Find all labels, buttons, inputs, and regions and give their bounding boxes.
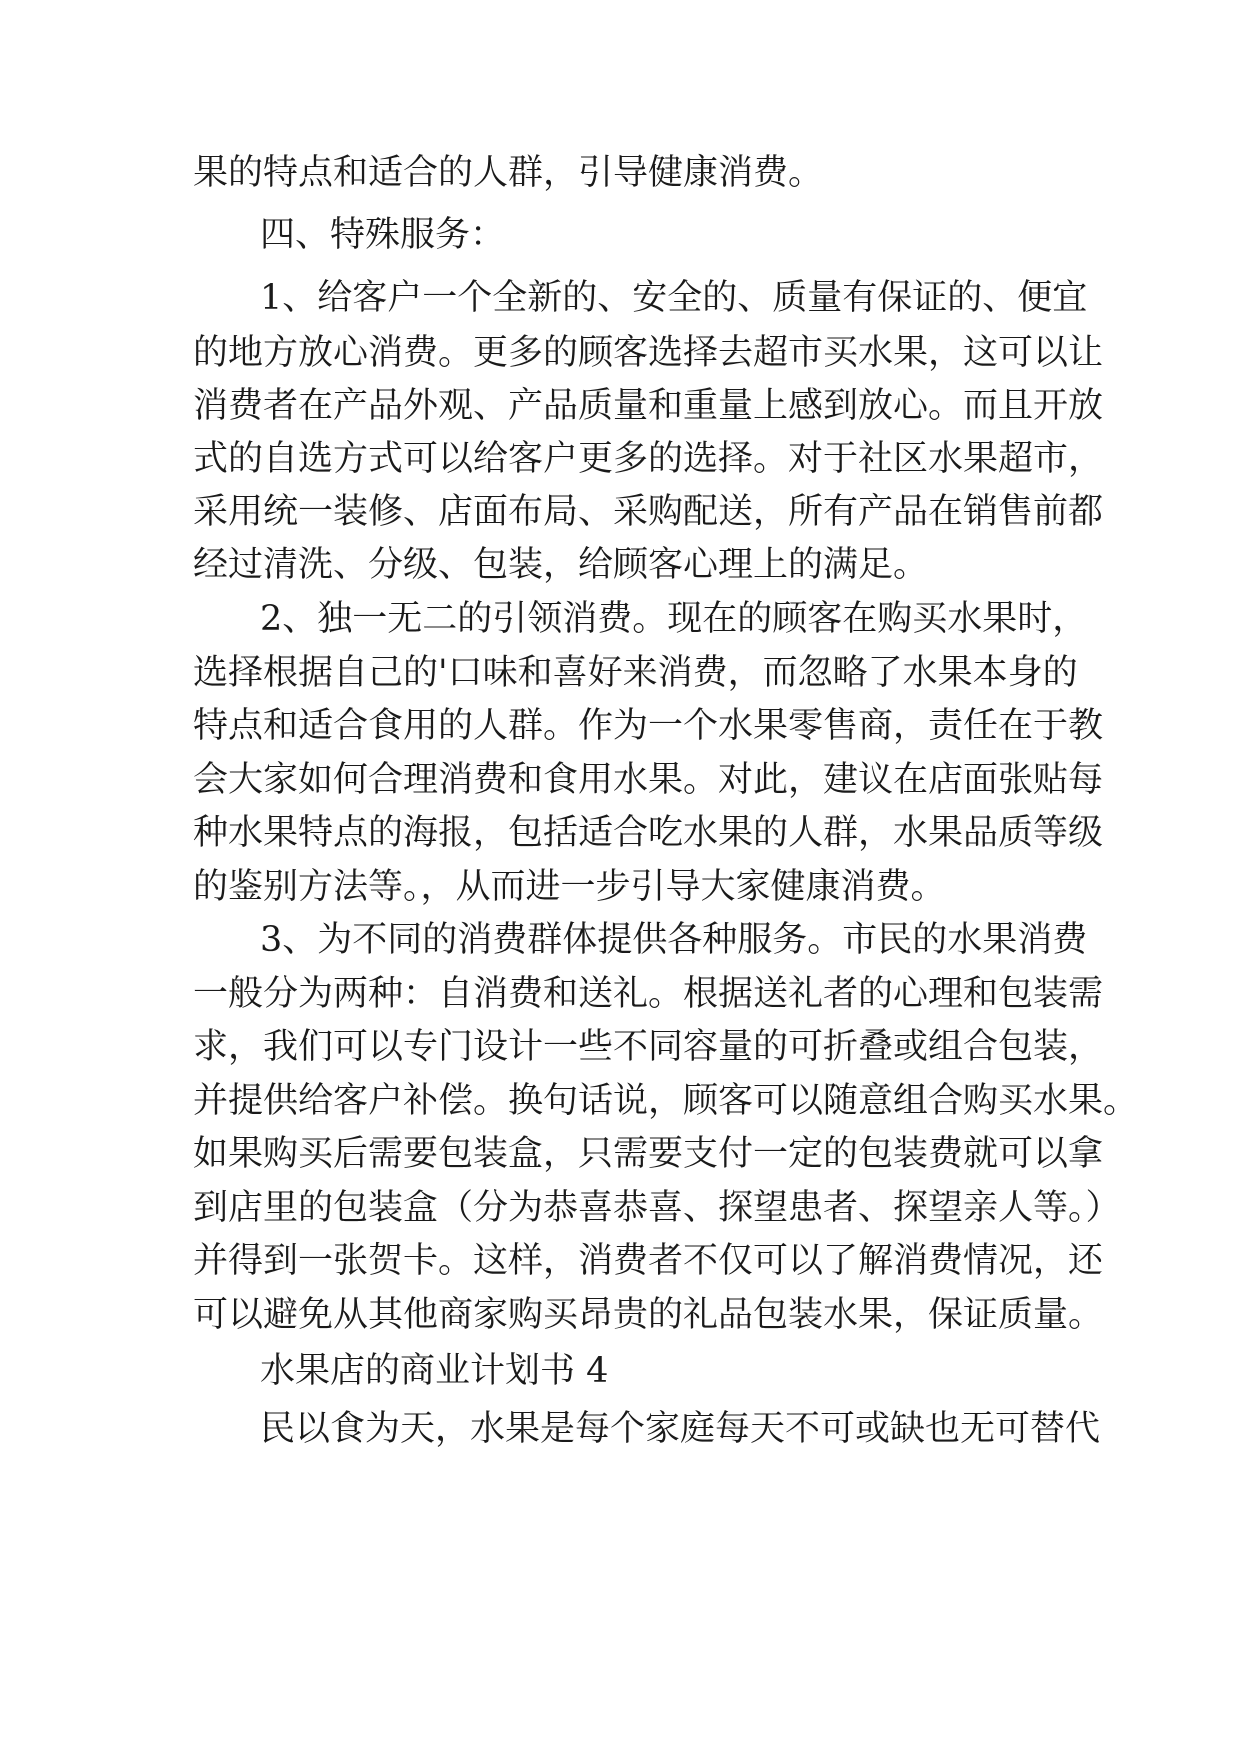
paragraph-line: 2、独一无二的引领消费。现在的顾客在购买水果时， <box>260 599 1088 639</box>
paragraph-line: 果的特点和适合的人群，引导健康消费。 <box>193 153 824 193</box>
section-title: 水果店的商业计划书 4 <box>260 1351 609 1391</box>
paragraph-line: 并得到一张贺卡。这样，消费者不仅可以了解消费情况，还 <box>193 1241 1104 1281</box>
paragraph-line: 到店里的包装盒（分为恭喜恭喜、探望患者、探望亲人等。） <box>193 1188 1121 1228</box>
paragraph-line: 种水果特点的海报，包括适合吃水果的人群，水果品质等级 <box>193 813 1104 853</box>
paragraph-line: 式的自选方式可以给客户更多的选择。对于社区水果超市， <box>193 439 1104 479</box>
paragraph-line: 1、给客户一个全新的、安全的、质量有保证的、便宜 <box>260 278 1088 318</box>
section-heading: 四、特殊服务： <box>260 215 506 255</box>
paragraph-line: 求，我们可以专门设计一些不同容量的可折叠或组合包装， <box>193 1027 1104 1067</box>
paragraph-line: 可以避免从其他商家购买昂贵的礼品包装水果，保证质量。 <box>193 1295 1104 1335</box>
paragraph-line: 选择根据自己的'口味和喜好来消费，而忽略了水果本身的 <box>193 653 1078 693</box>
paragraph-line: 3、为不同的消费群体提供各种服务。市民的水果消费 <box>260 920 1088 960</box>
paragraph-line: 经过清洗、分级、包装，给顾客心理上的满足。 <box>193 545 929 585</box>
paragraph-line: 民以食为天，水果是每个家庭每天不可或缺也无可替代 <box>260 1409 1101 1449</box>
paragraph-line: 并提供给客户补偿。换句话说，顾客可以随意组合购买水果。 <box>193 1081 1139 1121</box>
paragraph-line: 的鉴别方法等。，从而进一步引导大家健康消费。 <box>193 867 946 907</box>
paragraph-line: 一般分为两种：自消费和送礼。根据送礼者的心理和包装需 <box>193 974 1104 1014</box>
paragraph-line: 消费者在产品外观、产品质量和重量上感到放心。而且开放 <box>193 386 1104 426</box>
paragraph-line: 特点和适合食用的人群。作为一个水果零售商，责任在于教 <box>193 706 1104 746</box>
paragraph-line: 采用统一装修、店面布局、采购配送，所有产品在销售前都 <box>193 492 1104 532</box>
paragraph-line: 的地方放心消费。更多的顾客选择去超市买水果，这可以让 <box>193 333 1104 373</box>
paragraph-line: 会大家如何合理消费和食用水果。对此，建议在店面张贴每 <box>193 760 1104 800</box>
paragraph-line: 如果购买后需要包装盒，只需要支付一定的包装费就可以拿 <box>193 1134 1104 1174</box>
